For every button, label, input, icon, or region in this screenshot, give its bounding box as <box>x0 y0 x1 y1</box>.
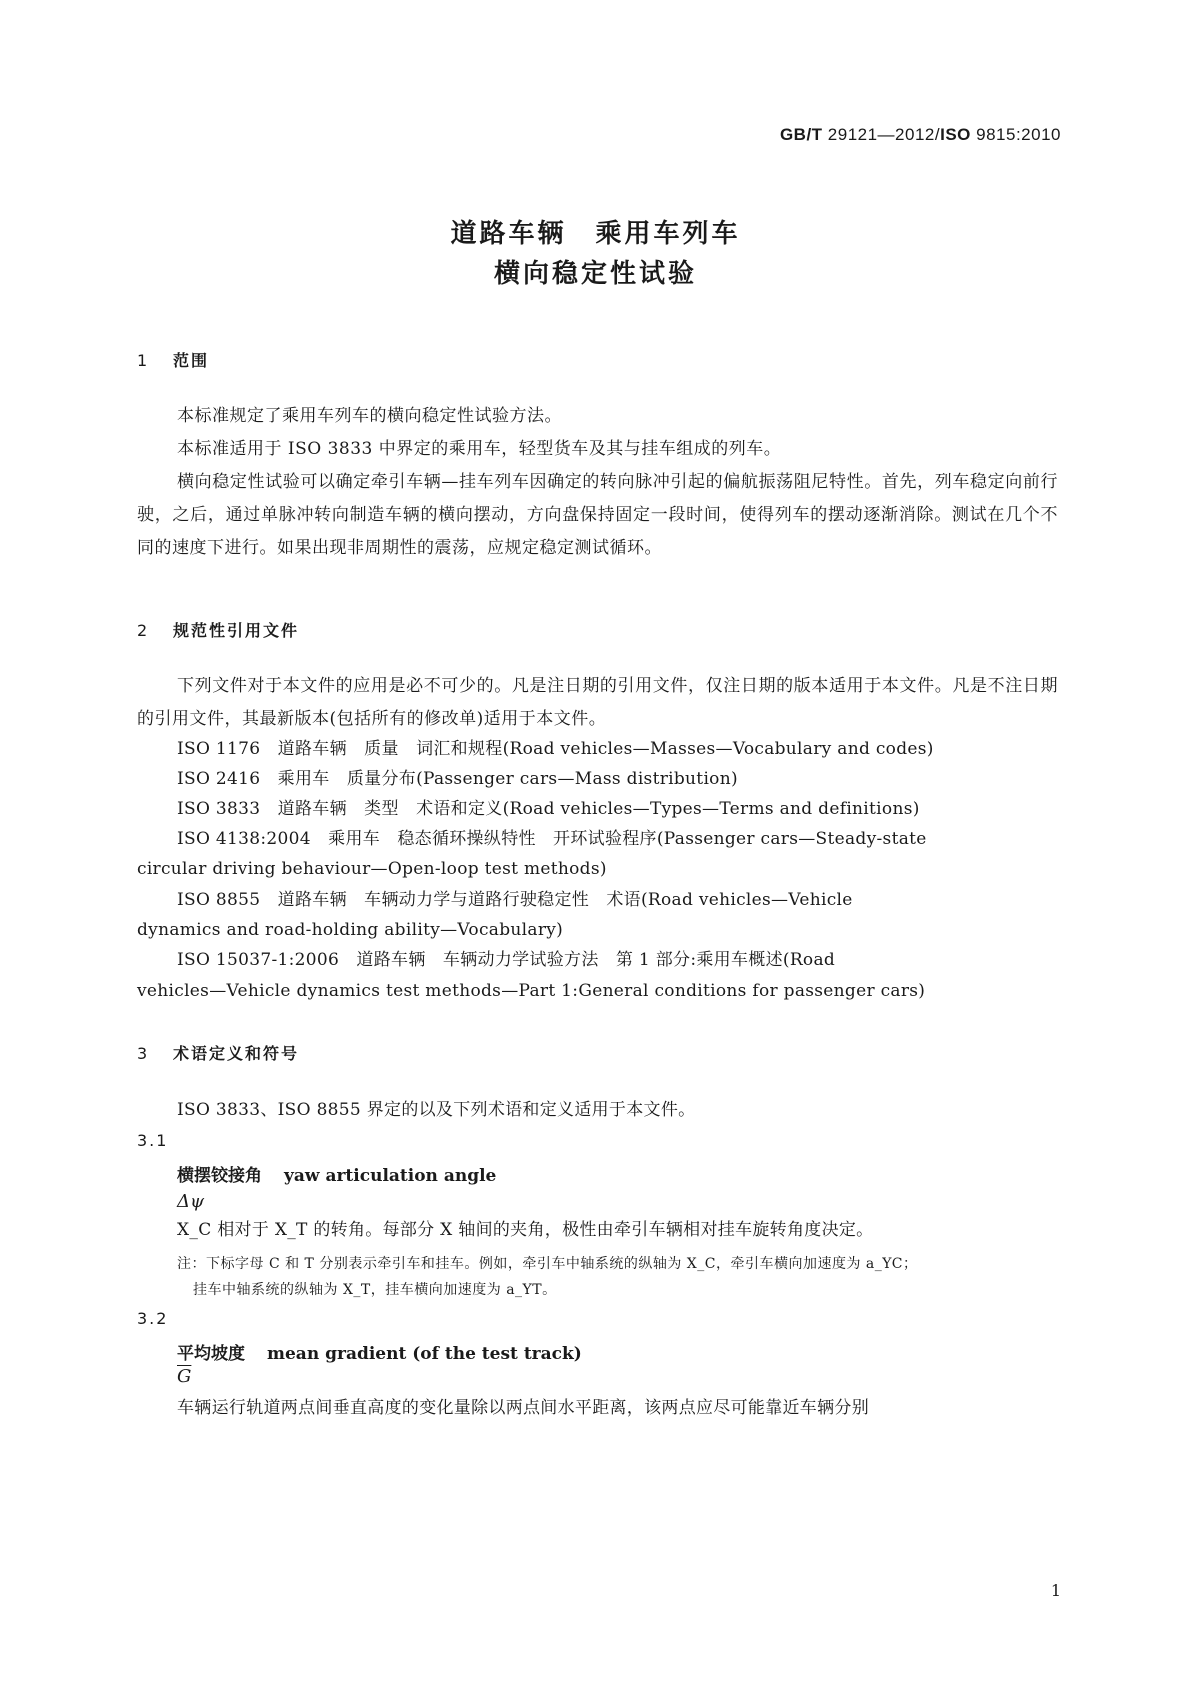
reference-iso-4138-cont: circular driving behaviour—Open-loop test methods) <box>137 859 607 879</box>
section-heading-terms: 3 术语定义和符号 <box>137 1044 300 1063</box>
reference-iso-1176: ISO 1176 道路车辆 质量 词汇和规程(Road vehicles—Masses—Vocabulary and codes) <box>177 739 934 759</box>
scope-paragraph-1: 本标准规定了乘用车列车的横向稳定性试验方法。 <box>177 406 562 426</box>
term-definition-3-1: X_C 相对于 X_T 的转角。每部分 X 轴间的夹角，极性由牵引车辆相对挂车旋转角度决定。 <box>177 1220 874 1240</box>
page-number: 1 <box>1050 1581 1061 1600</box>
term-definition-3-2: 车辆运行轨道两点间垂直高度的变化量除以两点间水平距离，该两点应尽可能靠近车辆分别 <box>177 1398 869 1418</box>
reference-iso-2416: ISO 2416 乘用车 质量分布(Passenger cars—Mass distribution) <box>177 769 738 789</box>
term-note-line1: 注：下标字母 C 和 T 分别表示牵引车和挂车。例如，牵引车中轴系统的纵轴为 X_C，牵引车横向加速度为 a_YC； <box>177 1256 918 1272</box>
reference-iso-15037-cont: vehicles—Vehicle dynamics test methods—Part 1:General conditions for passenger cars) <box>137 981 926 1001</box>
terms-intro: ISO 3833、ISO 8855 界定的以及下列术语和定义适用于本文件。 <box>177 1100 696 1120</box>
symbol-delta-psi: Δψ <box>177 1191 205 1212</box>
section-heading-scope: 1 范围 <box>137 351 210 370</box>
reference-iso-8855-cont: dynamics and road-holding ability—Vocabulary) <box>137 920 564 940</box>
reference-iso-15037: ISO 15037-1:2006 道路车辆 车辆动力学试验方法 第 1 部分:乘用车概述(Road <box>177 950 836 970</box>
references-intro: 下列文件对于本文件的应用是必不可少的。凡是注日期的引用文件，仅注日期的版本适用于本文件。凡是不注日期的引用文件，其最新版本(包括所有的修改单)适用于本文件。 <box>137 676 1058 729</box>
reference-iso-3833: ISO 3833 道路车辆 类型 术语和定义(Road vehicles—Types—Terms and definitions) <box>177 799 920 819</box>
term-yaw-articulation-angle: 横摆铰接角 yaw articulation angle <box>177 1166 497 1186</box>
term-note-line2: 挂车中轴系统的纵轴为 X_T，挂车横向加速度为 a_YT。 <box>193 1282 557 1298</box>
term-number-3-1: 3.1 <box>137 1131 169 1150</box>
document-title-line2: 横向稳定性试验 <box>493 259 697 289</box>
section-heading-normative-references: 2 规范性引用文件 <box>137 621 300 640</box>
symbol-mean-gradient: $\overline{G}$ <box>177 1366 192 1387</box>
reference-iso-4138: ISO 4138:2004 乘用车 稳态循环操纵特性 开环试验程序(Passenger cars—Steady-state <box>177 829 927 849</box>
standard-code: GB/T 29121—2012/ISO 9815:2010 <box>779 125 1061 144</box>
scope-paragraph-2: 本标准适用于 ISO 3833 中界定的乘用车，轻型货车及其与挂车组成的列车。 <box>177 439 782 459</box>
reference-iso-8855: ISO 8855 道路车辆 车辆动力学与道路行驶稳定性 术语(Road vehicles—Vehicle <box>177 890 853 910</box>
term-mean-gradient: 平均坡度 mean gradient (of the test track) <box>177 1344 582 1364</box>
document-title-line1: 道路车辆 乘用车列车 <box>450 219 741 249</box>
term-number-3-2: 3.2 <box>137 1309 169 1328</box>
scope-paragraph-3: 横向稳定性试验可以确定牵引车辆—挂车列车因确定的转向脉冲引起的偏航振荡阻尼特性。首先，列车稳定向前行驶，之后，通过单脉冲转向制造车辆的横向摆动，方向盘保持固定一段时间，使得列车的摆动逐渐消除。测试在几个不同的速度下进行。如果出现非周期性的震荡，应规定稳定测试循环。 <box>137 472 1058 558</box>
